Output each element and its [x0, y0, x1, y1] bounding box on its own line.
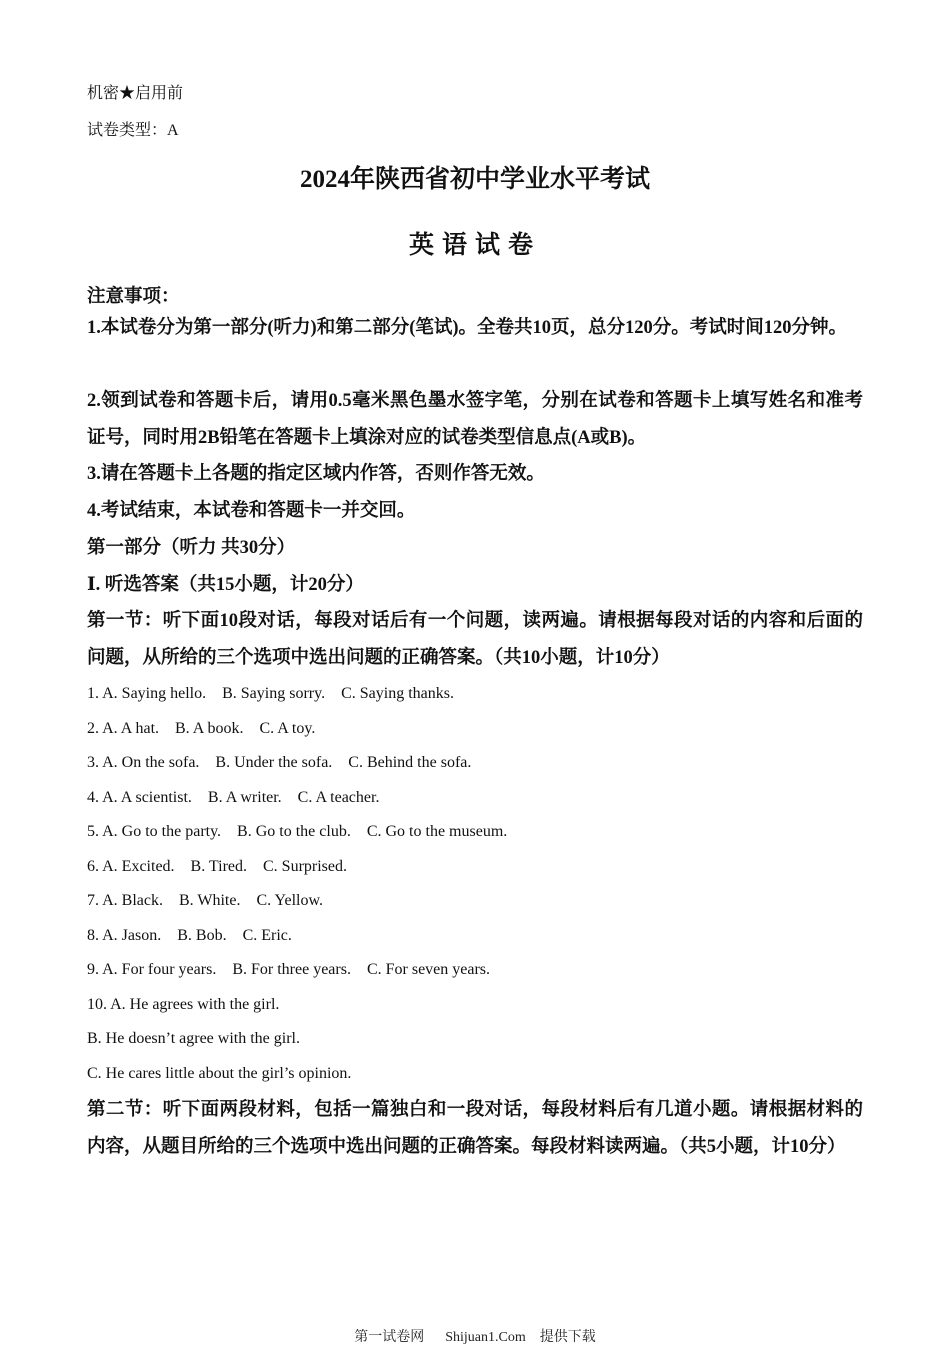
question-8: 8. A. Jason. B. Bob. C. Eric.: [87, 927, 292, 944]
notice-item-1: 1.本试卷分为第一部分(听力)和第二部分(笔试)。全卷共10页，总分120分。考试时间120分钟。: [87, 318, 848, 338]
question-7: 7. A. Black. B. White. C. Yellow.: [87, 892, 324, 909]
question-6: 6. A. Excited. B. Tired. C. Surprised.: [87, 858, 348, 875]
sub1-instructions: 第一节：听下面10段对话，每段对话后有一个问题，读两遍。请根据每段对话的内容和后面的问题，从所给的三个选项中选出问题的正确答案。（共10小题，计10分）: [87, 611, 863, 668]
question-10-option-c: C. He cares little about the girl’s opinion.: [87, 1065, 352, 1082]
sub2-instructions: 第二节：听下面两段材料，包括一篇独白和一段对话，每段材料后有几道小题。请根据材料的内容，从题目所给的三个选项中选出问题的正确答案。每段材料读两遍。（共5小题，计10分）: [87, 1100, 863, 1157]
part1-heading: 第一部分（听力 共30分）: [87, 538, 296, 558]
question-2: 2. A. A hat. B. A book. C. A toy.: [87, 720, 316, 737]
question-1: 1. A. Saying hello. B. Saying sorry. C. Saying thanks.: [87, 685, 454, 702]
question-5: 5. A. Go to the party. B. Go to the club. C. Go to the museum.: [87, 823, 508, 840]
confidential-label: 机密★启用前: [87, 85, 184, 102]
notice-item-3: 3.请在答题卡上各题的指定区域内作答，否则作答无效。: [87, 464, 545, 484]
notice-item-4: 4.考试结束，本试卷和答题卡一并交回。: [87, 501, 416, 521]
question-4: 4. A. A scientist. B. A writer. C. A teacher.: [87, 789, 380, 806]
question-10: 10. A. He agrees with the girl.: [87, 996, 280, 1013]
question-10-option-b: B. He doesn’t agree with the girl.: [87, 1030, 300, 1047]
page-footer: 第一试卷网 Shijuan1.Com 提供下载: [354, 1330, 596, 1345]
paper-type-label: 试卷类型：A: [87, 122, 179, 139]
question-9: 9. A. For four years. B. For three years. C. For seven years.: [87, 961, 491, 978]
subject-title: 英语试卷: [408, 232, 541, 259]
section1-heading: Ⅰ. 听选答案（共15小题，计20分）: [87, 575, 364, 595]
exam-title: 2024年陕西省初中学业水平考试: [299, 166, 650, 193]
notice-heading: 注意事项：: [87, 287, 180, 307]
question-3: 3. A. On the sofa. B. Under the sofa. C. Behind the sofa.: [87, 754, 472, 771]
notice-item-2: 2.领到试卷和答题卡后，请用0.5毫米黑色墨水签字笔，分别在试卷和答题卡上填写姓名和准考证号，同时用2B铅笔在答题卡上填涂对应的试卷类型信息点(A或B)。: [87, 391, 863, 448]
